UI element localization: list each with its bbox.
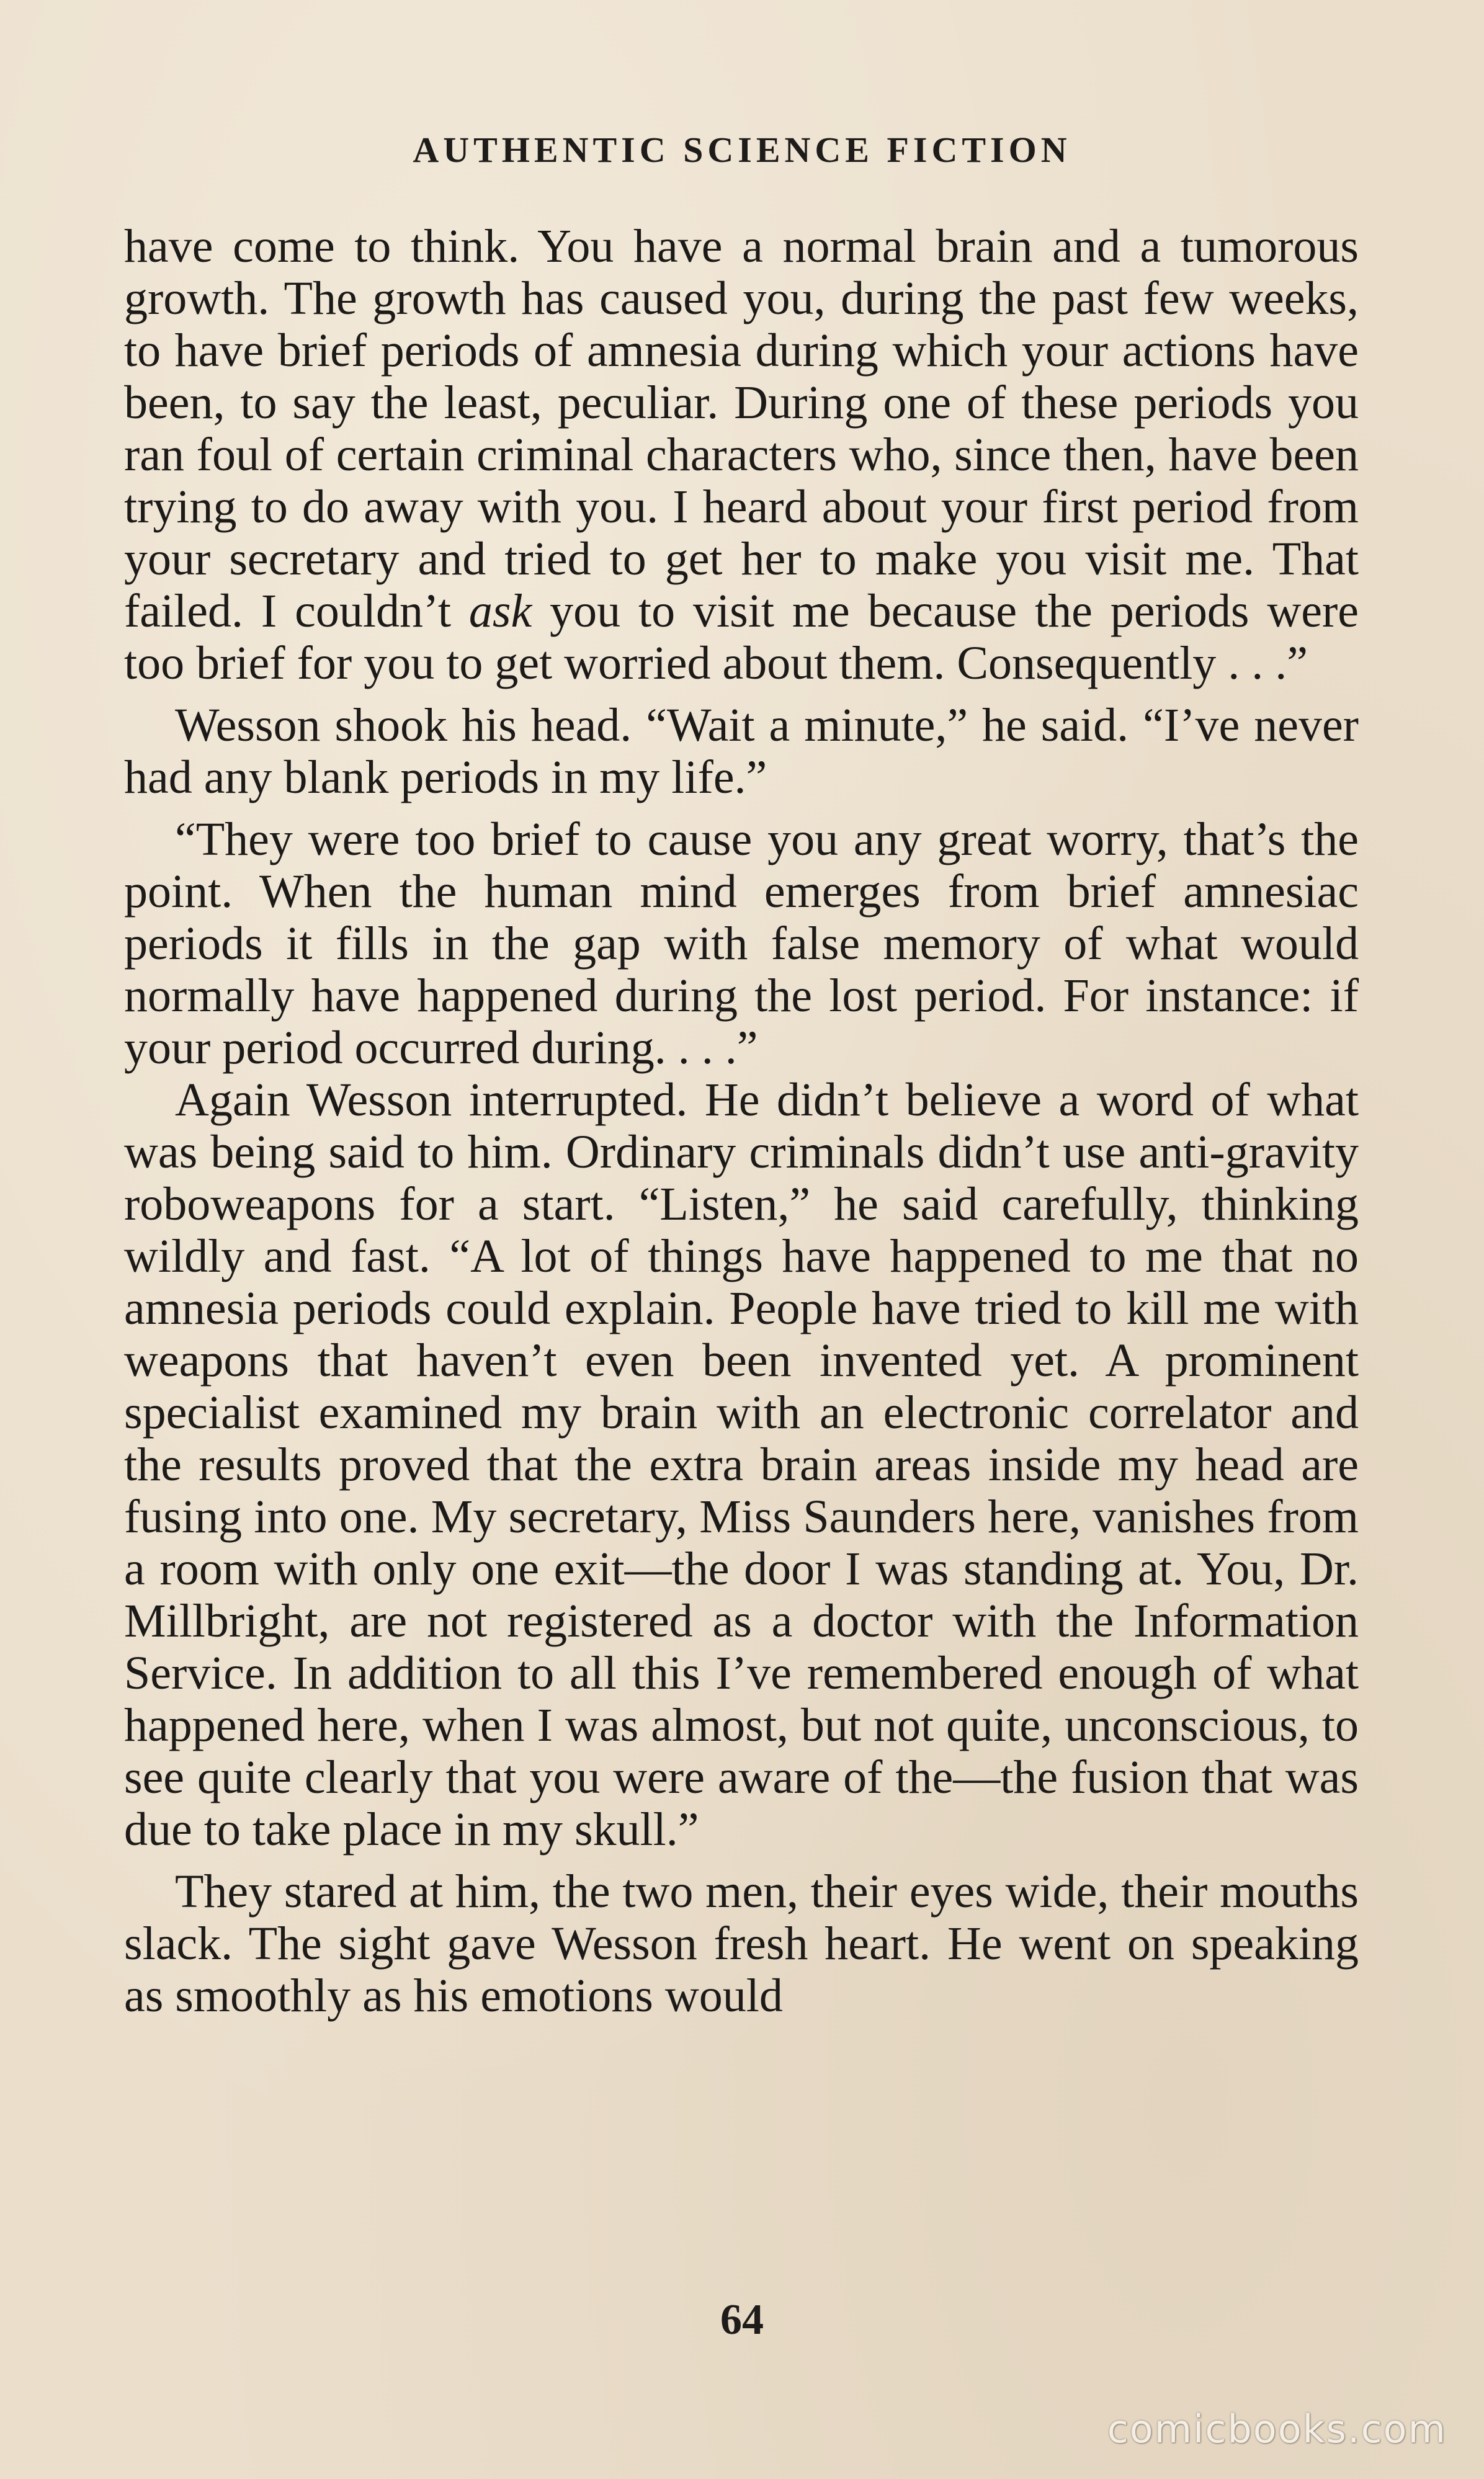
paragraph-1-text-before: have come to think. You have a normal brain and a tumorous growth. The growth has caused you, during the past few weeks, to have brief periods of amnesia during which your actions have been, to say the least, peculiar. During one of these periods you ran foul of certain criminal characters who, since then, have been trying to do away with you. I heard about your first period from your secretary and tried to get her to make you visit me. That failed. I couldn’t [124, 220, 1359, 637]
paragraph-2: Wesson shook his head. “Wait a minute,” he said. “I’ve never had any blank periods in my life.” [124, 699, 1359, 803]
paragraph-5: They stared at him, the two men, their eyes wide, their mouths slack. The sight gave Wesson fresh heart. He went on speaking as smoothly as his emotions would [124, 1865, 1359, 2022]
body-text [124, 220, 1359, 2022]
paragraph-1-text-after: you to visit me because the periods were too brief for you to get worried about them. Consequently . . .” [124, 585, 1359, 689]
paragraph-4: Again Wesson interrupted. He didn’t believe a word of what was being said to him. Ordinary criminals didn’t use anti-gravity roboweapons for a start. “Listen,” he said carefully, thinking wildly and fast. “A lot of things have happened to me that no amnesia periods could explain. People have tried to kill me with weapons that haven’t even been invented yet. A prominent specialist examined my brain with an electronic correlator and the results proved that the extra brain areas inside my head are fusing into one. My secretary, Miss Saunders here, vanishes from a room with only one exit—the door I was standing at. You, Dr. Millbright, are not registered as a doctor with the Information Service. In addition to all this I’ve remembered enough of what happened here, when I was almost, but not quite, unconscious, to see quite clearly that you were aware of the—the fusion that was due to take place in my skull.” [124, 1074, 1359, 1856]
page-number: 64 [720, 2296, 764, 2344]
paragraph-1 [124, 220, 1359, 689]
paragraph-3: “They were too brief to cause you any great worry, that’s the point. When the human mind emerges from brief amnesiac periods it fills in the gap with false memory of what would normally have happened during the lost period. For instance: if your period occurred during. . . .” [124, 813, 1359, 1074]
watermark: comicbooks.com [1107, 2406, 1447, 2452]
running-head: AUTHENTIC SCIENCE FICTION [413, 130, 1071, 170]
emphasis-ask: ask [468, 585, 532, 637]
